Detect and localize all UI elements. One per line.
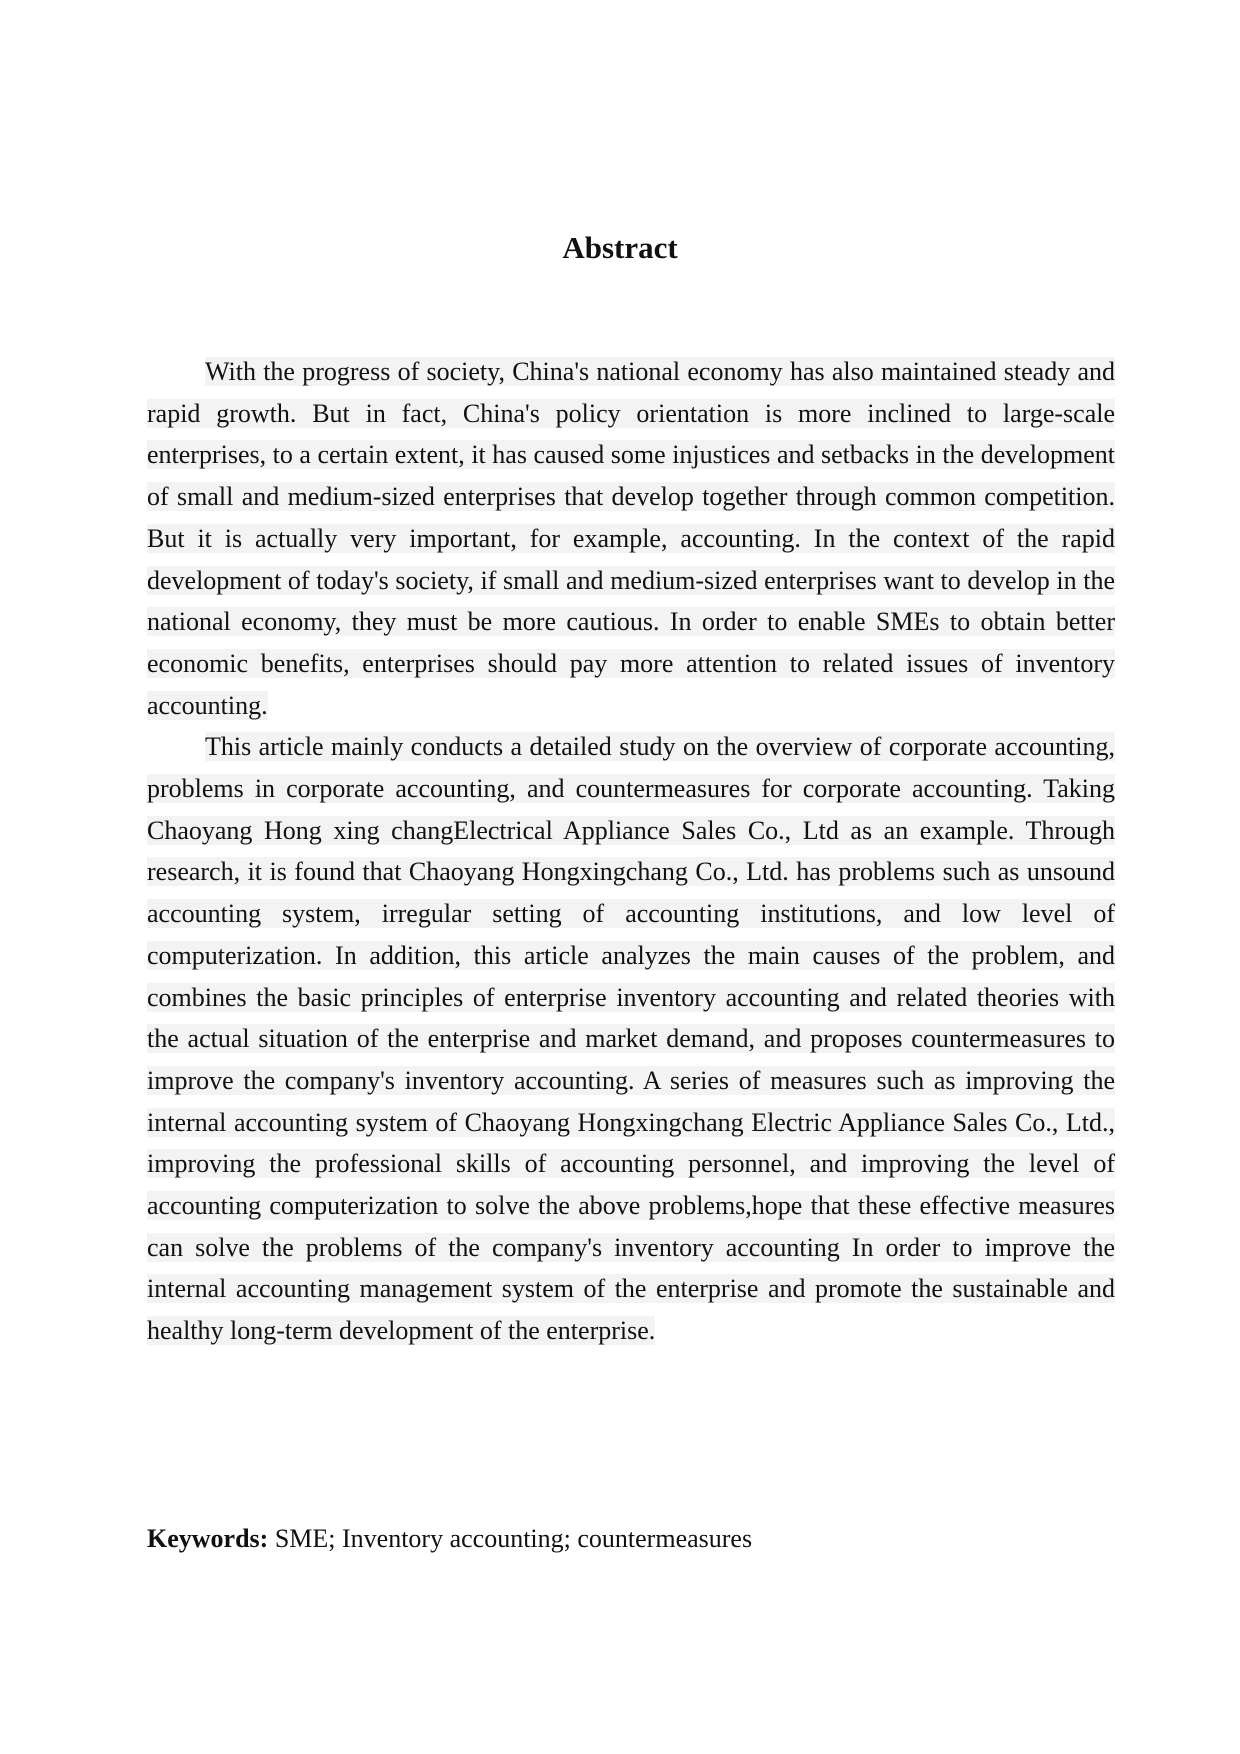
abstract-paragraph-1-text: With the progress of society, China's national economy has also maintained steady and rapid growth. But in fact, China's policy orientation is more inclined to large-scale enterprises, to a certain extent, it has caused some injustices and setbacks in the development of small and medium-sized enterprises that develop together through common competition. But it is actually very important, for example, accounting. In the context of the rapid development of today's society, if small and medium-sized enterprises want to develop in the national economy, they must be more cautious. In order to enable SMEs to obtain better economic benefits, enterprises should pay more attention to related issues of inventory accounting. [147,357,1115,720]
abstract-title: Abstract [562,230,678,265]
abstract-paragraph-2 [147,726,1115,1352]
keywords-label: Keywords: [147,1524,269,1553]
abstract-paragraph-1 [147,351,1115,726]
keywords-text: SME; Inventory accounting; countermeasures [268,1524,753,1553]
abstract-paragraph-2-text: This article mainly conducts a detailed study on the overview of corporate accounting, problems in corporate accounting, and countermeasures for corporate accounting. Taking Chaoyang Hong xing changElectrical Appliance Sales Co., Ltd as an example. Through research, it is found that Chaoyang Hongxingchang Co., Ltd. has problems such as unsound accounting system, irregular setting of accounting institutions, and low level of computerization. In addition, this article analyzes the main causes of the problem, and combines the basic principles of enterprise inventory accounting and related theories with the actual situation of the enterprise and market demand, and proposes countermeasures to improve the company's inventory accounting. A series of measures such as improving the internal accounting system of Chaoyang Hongxingchang Electric Appliance Sales Co., Ltd., improving the professional skills of accounting personnel, and improving the level of accounting computerization to solve the above problems,hope that these effective measures can solve the problems of the company's inventory accounting In order to improve the internal accounting management system of the enterprise and promote the sustainable and healthy long-term development of the enterprise. [147,732,1115,1346]
keywords-line [147,1518,1115,1559]
abstract-body [147,351,1115,1352]
